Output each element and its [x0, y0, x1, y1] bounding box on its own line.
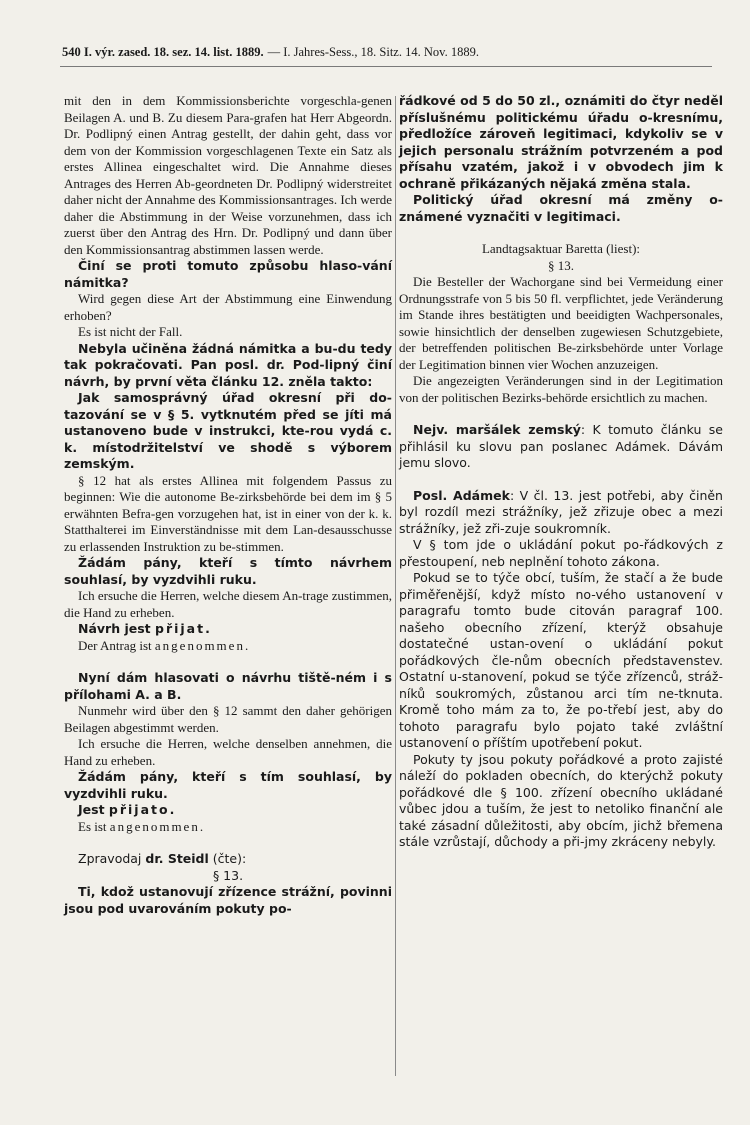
text-run: angenommen. [154, 637, 251, 653]
paragraph: V § tom jde o ukládání pokut po-řádkových z přestoupení, neb neplnění tohoto zákona. [399, 537, 723, 569]
text-run: angenommen. [109, 818, 206, 834]
header-rule [60, 66, 712, 67]
left-column [64, 93, 392, 917]
paragraph: Nunmehr wird über den § 12 sammt den daher gehörigen Beilagen abgestimmt werden. [64, 703, 392, 735]
paragraph [64, 819, 392, 836]
paragraph [64, 802, 392, 819]
text-run: Es ist [78, 818, 110, 834]
speaker-name: Nejv. maršálek zemský [413, 422, 581, 437]
paragraph [64, 638, 392, 655]
paragraph: Jak samosprávný úřad okresní při do-tazování se v § 5. vytknutém před se jíti má ustanoveno bude v instrukci, kte-rou vydá c. k. místodržitelství ve shodě s výborem zemským. [64, 390, 392, 471]
speaker-line: Landtagsaktuar Baretta (liest): [481, 241, 641, 256]
column-divider [395, 96, 396, 1076]
text-run: Der Antrag ist [78, 637, 155, 653]
speaker-line [399, 422, 723, 472]
paragraph: mit den in dem Kommissionsberichte vorgeschla-genen Beilagen A. und B. Zu diesem Para-grafen hat Herr Abgeordn. Dr. Podlipný einen Antrag gestellt, der dahin geht, dass vor dem von der Kommission vorgeschlagenen Texte ein Satz als erstes Allinea eingeschaltet wird. Die Annahme dieses Antrages des Herren Ab-geordneten Dr. Podlipný widerstreitet daher nicht der Annahme des Kommissionsantrages. Ich werde daher die Abstimmung in der Weise vorzunehmen, dass ich zuerst über den Antrag des Hrn. Dr. Podlipný und dann über den Kommissionsantrag abstimmen lassen werde. [64, 93, 392, 257]
text-run: : V čl. 13. jest potřebi, aby činěn byl rozdíl mezi strážníky, jež zřizuje obec a mezi strážníky, jež zři-zuje soukromník. [399, 487, 723, 536]
text-run: přijat. [155, 621, 212, 636]
speaker-name: dr. Steidl [145, 851, 209, 866]
paragraph: řádkové od 5 do 50 zl., oznámiti do čtyr neděl příslušnému politickému úřadu o-kresnímu, předložíce zároveň legitimaci, kdykoliv se v jejich personalu strážním potvrzeném a pod přísahu vzatém, jakož i v obvodech jim k ochraně přikázaných nějaká změna stala. [399, 93, 723, 191]
paragraph: Činí se proti tomuto způsobu hlaso-vání námitka? [64, 258, 392, 290]
paragraph: Ich ersuche die Herren, welche diesem An-trage zustimmen, die Hand zu erheben. [64, 588, 392, 620]
paragraph: Die Besteller der Wachorgane sind bei Vermeidung einer Ordnungsstrafe von 5 bis 50 fl. verpflichtet, jede Veränderung im Stande ihres bestätigten und beeidigten Wachpersonales, sowie hinsichtlich der denselben zugewiesen Schutzgebiete, der betreffenden politischen Be-zirksbehörde unter Vorlage der Legitimation binnen vier Wochen anzuzeigen. [399, 274, 723, 372]
header-czech: 540 I. výr. zased. 18. sez. 14. list. 1889. [62, 45, 264, 59]
paragraph: § 12 hat als erstes Allinea mit folgendem Passus zu beginnen: Wie die autonome Be-zirksbehörde bei dem im § 5 erwähnten Befra-gen vorzugehen hat, ist in einer von der k. k. Statthalterei im Einverständnisse mit dem Lan-desausschusse zu erlassenden Instruktion zu be-stimmen. [64, 472, 392, 554]
header-german: — I. Jahres-Sess., 18. Sitz. 14. Nov. 1889. [267, 45, 479, 59]
text-run: : K tomuto článku se přihlásil ku slovu pan poslanec Adámek. Dávám jemu slovo. [399, 422, 723, 470]
text-run: Zpravodaj [78, 851, 146, 866]
paragraph: Ich ersuche die Herren, welche denselben annehmen, die Hand zu erheben. [64, 736, 392, 768]
paragraph [64, 621, 392, 638]
section-number: § 13. [212, 867, 244, 883]
paragraph: Es ist nicht der Fall. [78, 324, 183, 339]
speaker-line [399, 488, 723, 538]
section-number: § 13. [548, 257, 574, 273]
speaker-name: Posl. Adámek [413, 487, 510, 503]
paragraph: Ti, kdož ustanovují zřízence strážní, povinni jsou pod uvarováním pokuty po- [64, 884, 392, 916]
paragraph: Nyní dám hlasovati o návrhu tiště-ném i s přílohami A. a B. [64, 670, 392, 702]
text-run: Návrh jest [78, 621, 155, 636]
text-run: přijato. [108, 802, 177, 817]
text-run: (čte): [208, 851, 247, 866]
paragraph: Die angezeigten Veränderungen sind in der Legitimation von der politischen Bezirks-behörde ersichtlich zu machen. [399, 373, 723, 405]
paragraph: Žádám pány, kteří s tímto návrhem souhlasí, by vyzdvihli ruku. [64, 555, 392, 587]
paragraph: Pokuty ty jsou pokuty pořádkové a proto zajisté náleží do pokladen obecních, do kterýchž pokuty pořádkové dle § 100. zřízení obecního ukládané vůbec jdou a tuším, že jest to netoliko finanční ale také zásadní důležitosti, aby obcím, jichž břemena stále vzrůstají, důchody a při-jmy zkráceny nebyly. [399, 751, 723, 849]
paragraph: Žádám pány, kteří s tím souhlasí, by vyzdvihli ruku. [64, 769, 392, 801]
paragraph: Nebyla učiněna žádná námitka a bu-du tedy tak pokračovati. Pan posl. dr. Pod-lipný činí návrh, by první věta článku 12. zněla takto: [64, 340, 392, 389]
speaker-line [64, 851, 392, 868]
right-column [399, 93, 723, 851]
paragraph: Pokud se to týče obcí, tuším, že stačí a že bude přiměřenější, když místo no-vého ustanovení v paragrafu tomto bude citován paragraf 100. našeho obecního zřízení, kterýž obsahuje dostatečné ustan-ovení o ukládání pokut pořádkových čle-nům obecních představenstev. Ostatní u-stanovení, pokud se týče zřízenců, stráž-níků soukromých, zůstanou arci tím ne-tknuta. Kromě toho mám za to, že po-třebí jest, aby do tohoto paragrafu bylo pojato také zvláštní ustanovení o příštím upotřebení pokut. [399, 570, 723, 750]
paragraph: Politický úřad okresní má změny o-známené vyznačiti v legitimaci. [399, 192, 723, 224]
paragraph: Wird gegen diese Art der Abstimmung eine Einwendung erhoben? [64, 291, 392, 323]
text-run: Jest [78, 802, 109, 817]
page-header [62, 44, 712, 60]
